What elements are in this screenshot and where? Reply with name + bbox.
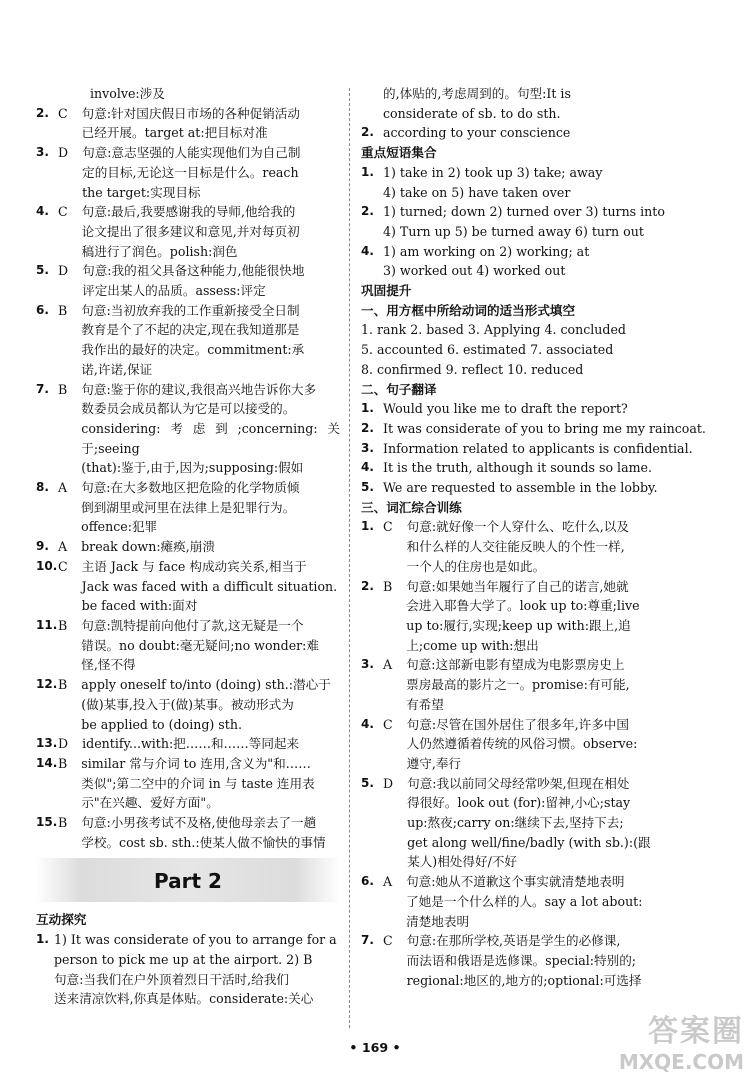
text-line: 3) worked out 4) worked out [383, 263, 566, 279]
item-explanation [81, 675, 340, 734]
answer-item [36, 478, 340, 537]
answer-item [36, 380, 340, 479]
section-heading: 互动探究 [36, 912, 87, 928]
text-line: regional:地区的,地方的;optional:可选择 [406, 972, 642, 988]
answer-item [361, 517, 723, 576]
text-line: 遵守,奉行 [406, 755, 462, 771]
answer-item [36, 261, 340, 300]
text-line: 得很好。look out (for):留神,小心;stay [407, 795, 631, 811]
answer-item [361, 715, 723, 774]
translation-text: Would you like me to draft the report? [383, 401, 628, 417]
item-explanation [54, 930, 340, 1009]
item-number: 3. [36, 145, 49, 160]
section-heading: 巩固提升 [361, 283, 412, 299]
answer-letter: A [58, 539, 68, 555]
translation-item [361, 478, 723, 498]
item-number: 1. [361, 164, 374, 179]
answer-letter: D [58, 145, 69, 161]
text-line: identify...with:把……和……等同起来 [82, 736, 300, 752]
translation-text: Information related to applicants is confidential. [383, 440, 693, 456]
watermark-logo [594, 1006, 744, 1076]
answer-item [361, 577, 723, 656]
text-line: break down:瘫痪,崩溃 [81, 539, 215, 555]
item-explanation [383, 242, 723, 281]
item-number: 4. [361, 716, 374, 731]
answer-letter: B [58, 677, 68, 693]
continued-line: considerate of sb. to do sth. [383, 105, 561, 121]
text-line: 错误。no doubt:毫无疑问;no wonder:难 [81, 637, 320, 653]
text-line: 1) turned; down 2) turned over 3) turns into [383, 204, 665, 220]
item-number: 4. [361, 460, 374, 475]
text-line: (that):鉴于,由于,因为;supposing:假如 [81, 460, 304, 476]
text-line: 1) It was considerate of you to arrange for a [54, 932, 337, 948]
answer-item [36, 301, 340, 380]
text-line: 数委员会成员都认为它是可以接受的。 [81, 401, 296, 417]
item-number: 2. [361, 204, 374, 219]
text-line: offence:犯罪 [81, 519, 158, 535]
right-column [361, 84, 723, 990]
item-number: 5. [36, 263, 49, 278]
item-number: 2. [361, 578, 374, 593]
translation-text: It is the truth, although it sounds so lame. [383, 460, 652, 476]
answer-item [36, 537, 340, 557]
text-line: 和什么样的人交往能反映人的个性一样, [406, 539, 625, 555]
text-line: 句意:这部新电影有望成为电影票房史上 [406, 657, 625, 673]
text-line: 主语 Jack 与 face 构成动宾关系,相当于 [81, 558, 307, 574]
text-line: similar 常与介词 to 连用,含义为"和…… [81, 755, 311, 771]
item-explanation [82, 202, 340, 261]
item-explanation [81, 813, 340, 852]
text-line: 定的目标,无论这一目标是什么。reach [82, 164, 299, 180]
answer-item [36, 557, 340, 616]
text-line: 而法语和俄语是选修课。special:特别的; [406, 952, 637, 968]
text-line: 清楚地表明 [406, 913, 470, 929]
text-line: 评定出某人的品质。assess:评定 [82, 283, 266, 299]
text-line: up:熬夜;carry on:继续下去,坚持下去; [407, 815, 624, 831]
text-line: get along well/fine/badly (with sb.):(跟 [407, 834, 651, 850]
answer-letter: C [383, 933, 393, 949]
answer-letter: C [58, 558, 68, 574]
text-line: 怪,怪不得 [81, 657, 136, 673]
text-line: up to:履行,实现;keep up with:跟上,追 [406, 617, 631, 633]
item-explanation [81, 301, 340, 380]
column-divider [349, 88, 350, 1028]
answer-letter: C [58, 105, 68, 121]
item-explanation [383, 163, 723, 202]
text-line: 一个人的住房也是如此。 [406, 558, 546, 574]
subsection-heading: 二、句子翻译 [361, 381, 437, 397]
item-number: 2. [361, 125, 374, 140]
answer-item [36, 675, 340, 734]
fill-answer-line: 1. rank 2. based 3. Applying 4. concluded [361, 322, 626, 338]
text-line: 句意:就好像一个人穿什么、吃什么,以及 [406, 519, 629, 535]
text-line: 票房最高的影片之一。promise:有可能, [406, 677, 630, 693]
item-number: 14. [36, 755, 58, 770]
answer-letter: A [383, 874, 393, 890]
watermark-text: 答案圈 [648, 1014, 744, 1049]
subsection-heading: 三、词汇综合训练 [361, 499, 462, 515]
text-line: 教育是个了不起的决定,现在我知道那是 [81, 322, 300, 338]
item-number: 12. [36, 677, 58, 692]
item-number: 1. [361, 401, 374, 416]
item-number: 10. [36, 558, 58, 573]
text-line: 句意:我的祖父具备这种能力,他能很快地 [82, 263, 305, 279]
item-explanation [81, 616, 340, 675]
part-title: Part 2 [154, 869, 222, 894]
answer-item [36, 104, 340, 143]
item-number: 1. [361, 519, 374, 534]
text-line: 我作出的最好的决定。commitment:承 [81, 342, 305, 358]
text-line: 句意:针对国庆假日市场的各种促销活动 [81, 105, 300, 121]
text-line: be applied to (doing) sth. [81, 716, 242, 732]
text-line: 诺,许诺,保证 [81, 361, 153, 377]
item-number: 1. [36, 932, 49, 947]
item-number: 4. [36, 204, 49, 219]
answer-item [36, 734, 340, 754]
translation-text: We are requested to assemble in the lobby. [383, 480, 658, 496]
item-number: 8. [36, 480, 49, 495]
item-explanation [82, 143, 340, 202]
item-number: 13. [36, 736, 58, 751]
text-line: 句意:当我们在户外顶着烈日干活时,给我们 [54, 971, 289, 987]
text-line: Jack was faced with a difficult situation. [81, 578, 338, 594]
fill-answer-line: 5. accounted 6. estimated 7. associated [361, 342, 614, 358]
answer-item [36, 754, 340, 813]
text-line: 某人)相处得好/不好 [407, 854, 518, 870]
answer-letter: D [58, 263, 69, 279]
translation-item [361, 399, 723, 419]
text-line: 句意:如果她当年履行了自己的诺言,她就 [406, 578, 629, 594]
answer-letter: C [58, 204, 68, 220]
text-line: 句意:最后,我要感谢我的导师,他给我的 [81, 204, 296, 220]
item-number: 2. [36, 105, 49, 120]
answer-item [36, 930, 340, 1009]
continued-line: 的,体贴的,考虑周到的。句型:It is [383, 86, 571, 101]
text-line: 稿进行了润色。polish:润色 [81, 243, 238, 259]
item-text: according to your conscience [383, 125, 571, 141]
text-line: 已经开展。target at:把目标对准 [81, 125, 268, 141]
text-line: 句意:当初放弃我的工作重新接受全日制 [81, 302, 300, 318]
text-line: 学校。cost sb. sth.:使某人做不愉快的事情 [81, 834, 326, 850]
text-line: 句意:她从不道歉这个事实就清楚地表明 [406, 874, 625, 890]
answer-item [361, 931, 723, 990]
item-explanation [406, 577, 723, 656]
text-line: 句意:小男孩考试不及格,使他母亲去了一趟 [81, 815, 317, 831]
left-column [36, 84, 340, 1009]
answer-letter: D [58, 736, 69, 752]
item-explanation [383, 202, 723, 241]
answer-item [361, 872, 723, 931]
item-explanation [82, 104, 340, 143]
item-number: 5. [361, 775, 374, 790]
translation-item [361, 439, 723, 459]
text-line: 1) take in 2) took up 3) take; away [383, 164, 603, 180]
answer-letter: B [58, 302, 68, 318]
text-line: 送来清凉饮料,你真是体贴。considerate:关心 [54, 991, 314, 1007]
item-number: 4. [361, 243, 374, 258]
answer-item [36, 202, 340, 261]
answer-item [361, 202, 723, 241]
translation-item [361, 458, 723, 478]
text-line: be faced with:面对 [81, 598, 198, 614]
item-explanation [406, 872, 723, 931]
item-explanation [407, 715, 723, 774]
intro-line: involve:涉及 [90, 86, 165, 101]
item-explanation [82, 557, 340, 616]
item-number: 7. [36, 381, 49, 396]
text-line: 上;come up with:想出 [406, 637, 539, 653]
item-explanation [406, 655, 723, 714]
answer-letter: C [383, 716, 393, 732]
item-explanation [407, 931, 723, 990]
item-number: 15. [36, 815, 58, 830]
item-explanation [407, 517, 723, 576]
translation-item [361, 419, 723, 439]
item-explanation [82, 261, 340, 300]
text-line: (做)某事,投入于(做)某事。被动形式为 [81, 696, 294, 712]
item-explanation [81, 754, 340, 813]
answer-letter: B [383, 578, 393, 594]
answer-item [361, 242, 723, 281]
item-number: 5. [361, 480, 374, 495]
item-number: 7. [361, 933, 374, 948]
text-line: 人仍然遵循着传统的风俗习惯。observe: [406, 736, 638, 752]
section-heading: 重点短语集合 [361, 145, 437, 161]
text-line: 句意:在大多数地区把危险的化学物质倾 [81, 480, 300, 496]
answer-letter: B [58, 755, 68, 771]
text-line: the target:实现目标 [82, 184, 201, 200]
text-line: 了她是一个什么样的人。say a lot about: [406, 893, 643, 909]
answer-item [361, 163, 723, 202]
item-explanation [81, 478, 340, 537]
text-line: 1) am working on 2) working; at [383, 243, 590, 259]
text-line: 有希望 [406, 696, 444, 712]
item-number: 9. [36, 539, 49, 554]
answer-letter: B [58, 815, 68, 831]
item-number: 3. [361, 440, 374, 455]
translation-text: It was considerate of you to bring me my raincoat. [383, 420, 706, 436]
part-banner [36, 858, 340, 902]
answer-letter: B [58, 617, 68, 633]
item-number: 11. [36, 617, 58, 632]
answer-letter: D [383, 775, 394, 791]
text-line: 类似";第二空中的介词 in 与 taste 连用表 [81, 775, 315, 791]
answer-letter: A [383, 657, 393, 673]
text-line: 句意:凯特提前向他付了款,这无疑是一个 [81, 617, 304, 633]
answer-item [36, 616, 340, 675]
item-explanation [81, 380, 340, 479]
item-explanation [82, 734, 340, 754]
item-number: 6. [36, 302, 49, 317]
answer-item [361, 655, 723, 714]
text-line: 4) take on 5) have taken over [383, 184, 571, 200]
text-line: 句意:在那所学校,英语是学生的必修课, [406, 933, 621, 949]
answer-item [36, 143, 340, 202]
text-line: 句意:鉴于你的建议,我很高兴地告诉你大多 [81, 381, 317, 397]
text-line: 会进入耶鲁大学了。look up to:尊重;live [406, 598, 640, 614]
item-number: 3. [361, 657, 374, 672]
answer-letter: C [383, 519, 393, 535]
item-number: 6. [361, 874, 374, 889]
text-line: 示"在兴趣、爱好方面"。 [81, 795, 219, 811]
text-line: 句意:我以前同父母经常吵架,但现在相处 [407, 775, 630, 791]
answer-item [361, 123, 723, 143]
item-explanation [81, 537, 340, 557]
text-line: apply oneself to/into (doing) sth.:潜心于 [81, 677, 331, 693]
text-line: person to pick me up at the airport. 2) B [54, 951, 313, 967]
answer-letter: B [58, 381, 68, 397]
answer-item [36, 813, 340, 852]
text-line: 倒到湖里或河里在法律上是犯罪行为。 [81, 499, 296, 515]
page-number: • 169 • [349, 1040, 401, 1055]
subsection-heading: 一、用方框中所给动词的适当形式填空 [361, 302, 576, 318]
text-line: 句意:尽管在国外居住了很多年,许多中国 [406, 716, 629, 732]
fill-answer-line: 8. confirmed 9. reflect 10. reduced [361, 361, 584, 377]
answer-letter: A [58, 480, 68, 496]
answer-item [361, 774, 723, 873]
text-line: 4) Turn up 5) be turned away 6) turn out [383, 223, 644, 239]
text-line: considering:考虑到;concerning:关于;seeing [81, 420, 340, 456]
item-number: 2. [361, 420, 374, 435]
text-line: 句意:意志坚强的人能实现他们为自己制 [82, 145, 301, 161]
item-explanation [407, 774, 723, 873]
text-line: 论文提出了很多建议和意见,并对每页初 [81, 223, 300, 239]
watermark-url: MXQE.COM [618, 1050, 744, 1074]
